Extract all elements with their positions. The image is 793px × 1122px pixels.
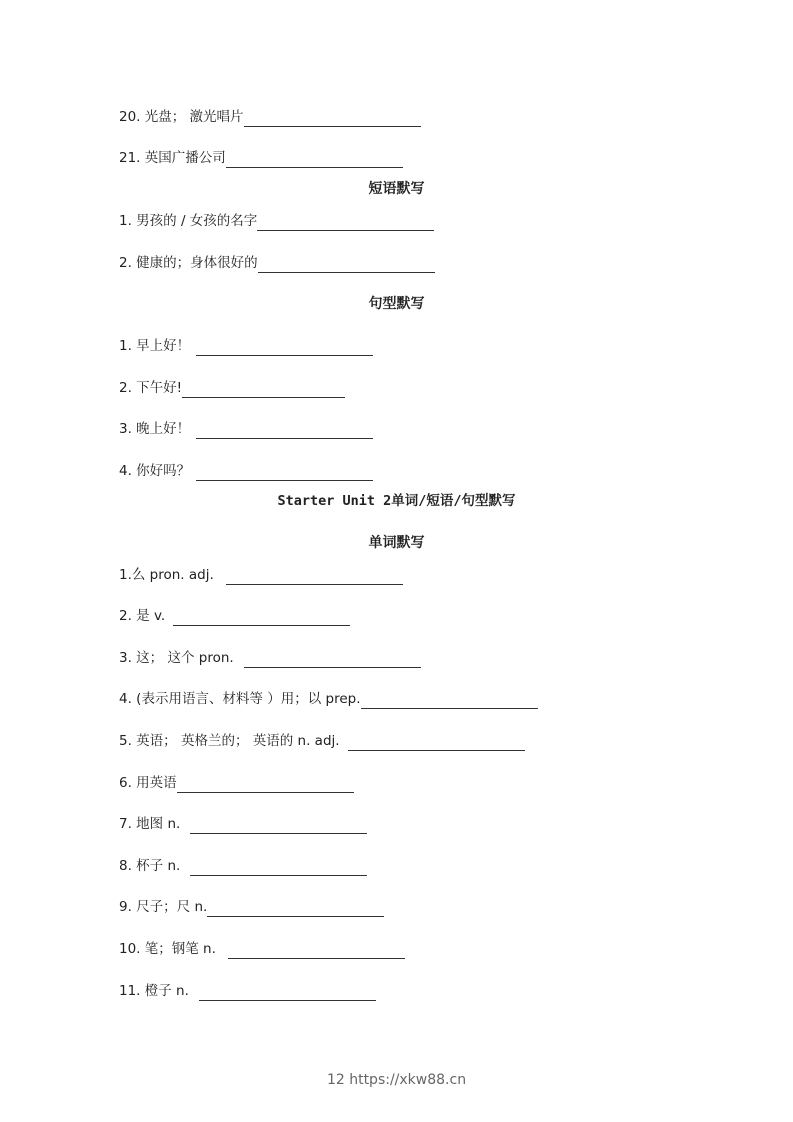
answer-blank[interactable] <box>348 734 525 751</box>
item-label: 1. 男孩的 / 女孩的名字 <box>119 213 258 229</box>
answer-blank[interactable] <box>182 381 345 398</box>
answer-blank[interactable] <box>226 151 403 168</box>
phrase-item-1 <box>119 211 434 231</box>
answer-blank[interactable] <box>228 942 405 959</box>
item-21 <box>119 148 403 168</box>
word-item-9 <box>119 897 384 917</box>
item-label: 1.么 pron. adj. <box>119 567 214 583</box>
answer-blank[interactable] <box>244 110 421 127</box>
item-label: 20. 光盘； 激光唱片 <box>119 109 244 125</box>
item-label: 3. 这； 这个 pron. <box>119 650 234 666</box>
answer-blank[interactable] <box>244 651 421 668</box>
item-label: 6. 用英语 <box>119 775 177 791</box>
phrase-item-2 <box>119 253 435 273</box>
item-label: 21. 英国广播公司 <box>119 150 226 166</box>
sentence-item-3 <box>119 419 373 439</box>
unit-title: Starter Unit 2单词/短语/句型默写 <box>277 493 516 509</box>
word-item-5 <box>119 731 525 751</box>
page-footer: 12 https://xkw88.cn <box>326 1072 467 1088</box>
word-item-3 <box>119 648 421 668</box>
word-item-8 <box>119 856 367 876</box>
word-item-1 <box>119 565 403 585</box>
section-heading-phrases: 短语默写 <box>368 181 425 197</box>
answer-blank[interactable] <box>226 568 403 585</box>
sentence-item-4 <box>119 461 373 481</box>
item-label: 10. 笔；钢笔 n. <box>119 941 216 957</box>
word-item-6 <box>119 773 354 793</box>
answer-blank[interactable] <box>190 859 367 876</box>
item-label: 9. 尺子；尺 n. <box>119 899 208 915</box>
section-heading-words: 单词默写 <box>368 535 425 551</box>
sentence-item-2 <box>119 378 345 398</box>
word-item-2 <box>119 606 350 626</box>
item-label: 1. 早上好！ <box>119 338 191 354</box>
item-label: 5. 英语； 英格兰的； 英语的 n. adj. <box>119 733 340 749</box>
item-label: 4. (表示用语言、材料等 ）用；以 prep. <box>119 691 361 707</box>
answer-blank[interactable] <box>190 817 367 834</box>
answer-blank[interactable] <box>173 609 350 626</box>
word-item-4 <box>119 689 538 709</box>
sentence-item-1 <box>119 336 373 356</box>
item-label: 4. 你好吗？ <box>119 463 191 479</box>
item-label: 8. 杯子 n. <box>119 858 181 874</box>
item-20 <box>119 107 421 127</box>
item-label: 7. 地图 n. <box>119 816 181 832</box>
item-label: 2. 健康的；身体很好的 <box>119 255 258 271</box>
section-heading-sentences: 句型默写 <box>368 296 425 312</box>
answer-blank[interactable] <box>196 339 373 356</box>
answer-blank[interactable] <box>177 776 354 793</box>
answer-blank[interactable] <box>196 464 373 481</box>
answer-blank[interactable] <box>257 214 434 231</box>
word-item-11 <box>119 981 376 1001</box>
word-item-10 <box>119 939 405 959</box>
item-label: 2. 是 v. <box>119 608 166 624</box>
answer-blank[interactable] <box>258 256 435 273</box>
item-label: 3. 晚上好！ <box>119 421 191 437</box>
answer-blank[interactable] <box>196 422 373 439</box>
answer-blank[interactable] <box>199 984 376 1001</box>
answer-blank[interactable] <box>207 900 384 917</box>
item-label: 2. 下午好! <box>119 380 183 396</box>
answer-blank[interactable] <box>361 692 538 709</box>
item-label: 11. 橙子 n. <box>119 983 189 999</box>
word-item-7 <box>119 814 367 834</box>
